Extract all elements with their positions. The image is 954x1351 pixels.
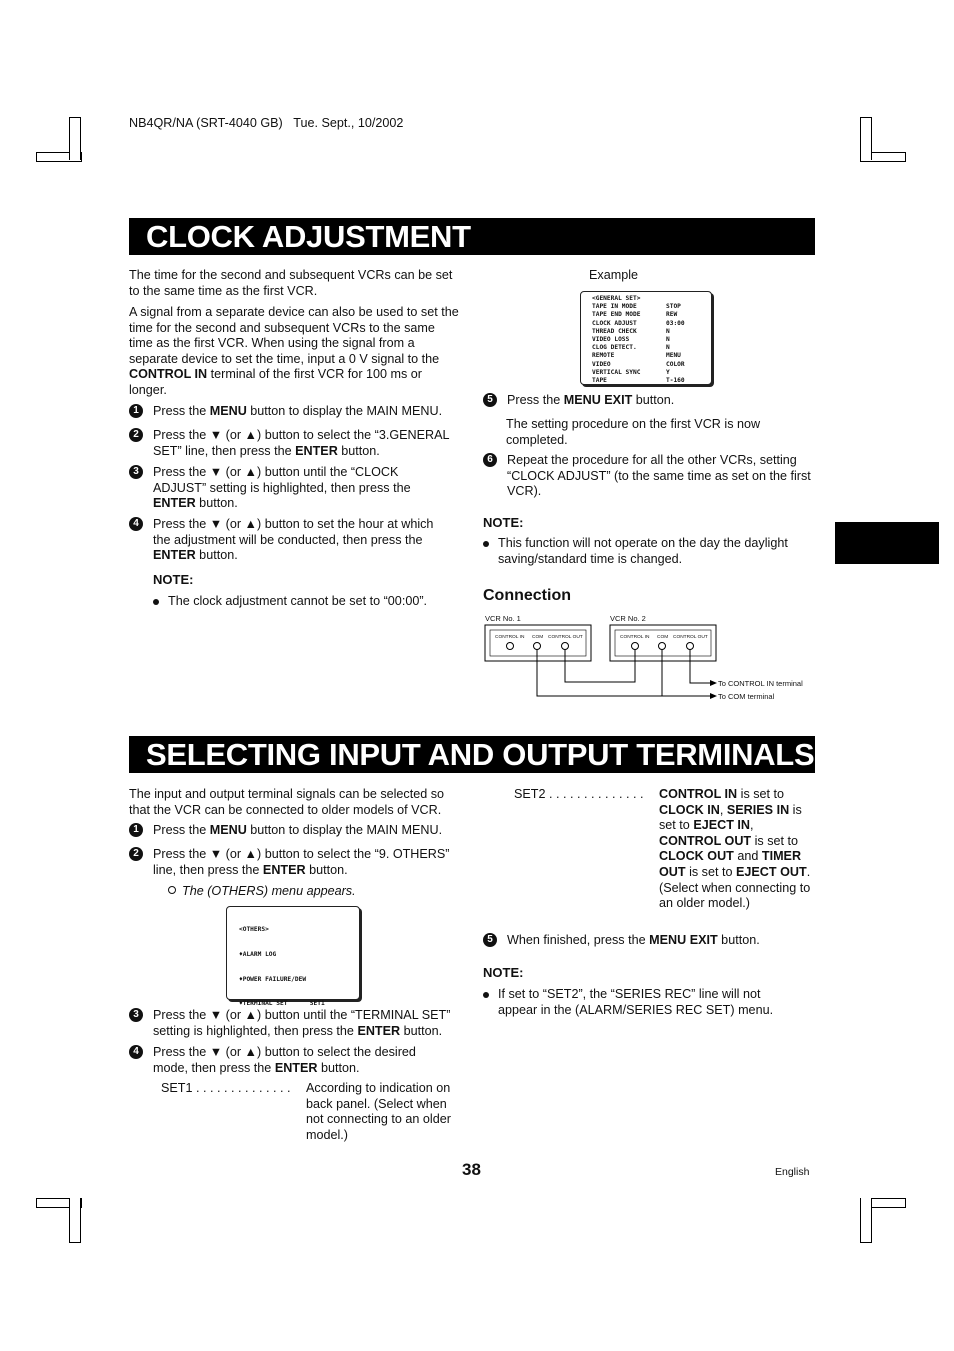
screen-row-key: VERTICAL SYNC [592,368,641,376]
crop-mark [860,117,872,160]
general-set-screen: <GENERAL SET> TAPE IN MODE STOP TAPE END MODE REW CLOCK ADJUST 03:00 THREAD CHECK N VIDEO LOSS N CLOG DETECT. N REMOTE MENU VIDEO COLOR VERTICAL SYNC Y TAPE T-160 [580,291,712,385]
screen-row-key: REMOTE [592,352,615,360]
language-label: English [775,1166,810,1178]
screen-row-value: N [666,327,670,335]
to-control-in-label: To CONTROL IN terminal [718,679,803,688]
section-tab [835,522,939,564]
others-screen: <OTHERS> ♦ALARM LOG ♦POWER FAILURE/DEW ♦TERMINAL SET SET1 [226,906,360,1000]
to-com-label: To COM terminal [718,692,775,701]
screen-row-value: STOP [666,303,681,311]
connection-heading: Connection [483,587,571,604]
screen-row [592,344,711,352]
terminals-intro: The input and output terminal signals can be selected so that the VCR can be connected to older models of VCR. [129,787,445,817]
screen-row [592,311,711,319]
screen-row-key: THREAD CHECK [592,327,637,335]
clock-note-left-label: NOTE: [153,572,194,587]
screen-row [592,369,711,377]
screen-row [592,377,711,385]
crop-mark [69,117,81,160]
screen-row [592,361,711,369]
screen-row-value: Y [666,368,670,376]
clock-note-right-label: NOTE: [483,515,524,530]
vcr1-term-com: COM [532,635,544,640]
crop-mark [860,1198,872,1243]
vcr1-label: VCR No. 1 [485,614,521,623]
screen-row-value: 03:00 [666,319,685,327]
set2-label: SET2 . . . . . . . . . . . . . . [514,787,644,801]
screen-row-key: VIDEO LOSS [592,336,630,344]
clock-intro-2: A signal from a separate device can also be used to set the time for the second and subsequent VCRs to the same time as the first VCR. When using the signal from a separate device to set the time, input a 0 V signal to the CONTROL IN terminal of the first VCR for 100 ms or longer. [129,305,459,397]
clock-step-5-sub: The setting procedure on the first VCR is now completed. [506,417,761,447]
screen-row [592,352,711,360]
screen-row-value: COLOR [666,360,685,368]
screen-row-value: N [666,344,670,352]
screen-row [592,336,711,344]
header-code: NB4QR/NA (SRT-4040 GB) Tue. Sept., 10/2002 [129,116,404,130]
clock-title: CLOCK ADJUSTMENT [129,218,815,255]
set2-desc: CONTROL IN is set to CLOCK IN, SERIES IN is set to EJECT IN, CONTROL OUT is set to CLOCK OUT and TIMER OUT is set to EJECT OUT. (Select when connecting to an older model.) [659,787,811,911]
hollow-circle-icon [168,886,176,894]
others-appears: The (OTHERS) menu appears. [168,884,356,900]
screen-row [592,320,711,328]
screen-row-key: VIDEO [592,360,611,368]
screen-row-value: N [666,336,670,344]
vcr2-term-ctrl-out: CONTROL OUT [673,635,708,640]
terminals-title: SELECTING INPUT AND OUTPUT TERMINALS [129,736,815,773]
screen-row-key: TAPE [592,377,607,385]
terminals-note-label: NOTE: [483,965,524,980]
screen-row-value: REW [666,311,678,319]
screen-row [592,328,711,336]
screen-row-value: T-160 [666,377,685,385]
screen-row-key: CLOCK ADJUST [592,319,637,327]
set1-desc: According to indication on back panel. (Select when not connecting to an older model.) [306,1081,451,1142]
screen-row-value: MENU [666,352,681,360]
vcr2-term-ctrl-in: CONTROL IN [620,635,650,640]
vcr1-term-ctrl-in: CONTROL IN [495,635,525,640]
vcr2-label: VCR No. 2 [610,614,646,623]
set1-label: SET1 . . . . . . . . . . . . . . [161,1081,291,1095]
screen-row [592,303,711,311]
vcr1-term-ctrl-out: CONTROL OUT [548,635,583,640]
example-label: Example [589,268,638,282]
screen-row-key: TAPE IN MODE [592,303,637,311]
screen-row-key: TAPE END MODE [592,311,641,319]
vcr2-term-com: COM [657,635,669,640]
crop-mark [69,1198,81,1243]
page-number: 38 [462,1160,481,1179]
clock-intro-1: The time for the second and subsequent VCRs can be set to the same time as the first VCR. [129,268,453,298]
screen-row-key: CLOG DETECT. [592,344,637,352]
